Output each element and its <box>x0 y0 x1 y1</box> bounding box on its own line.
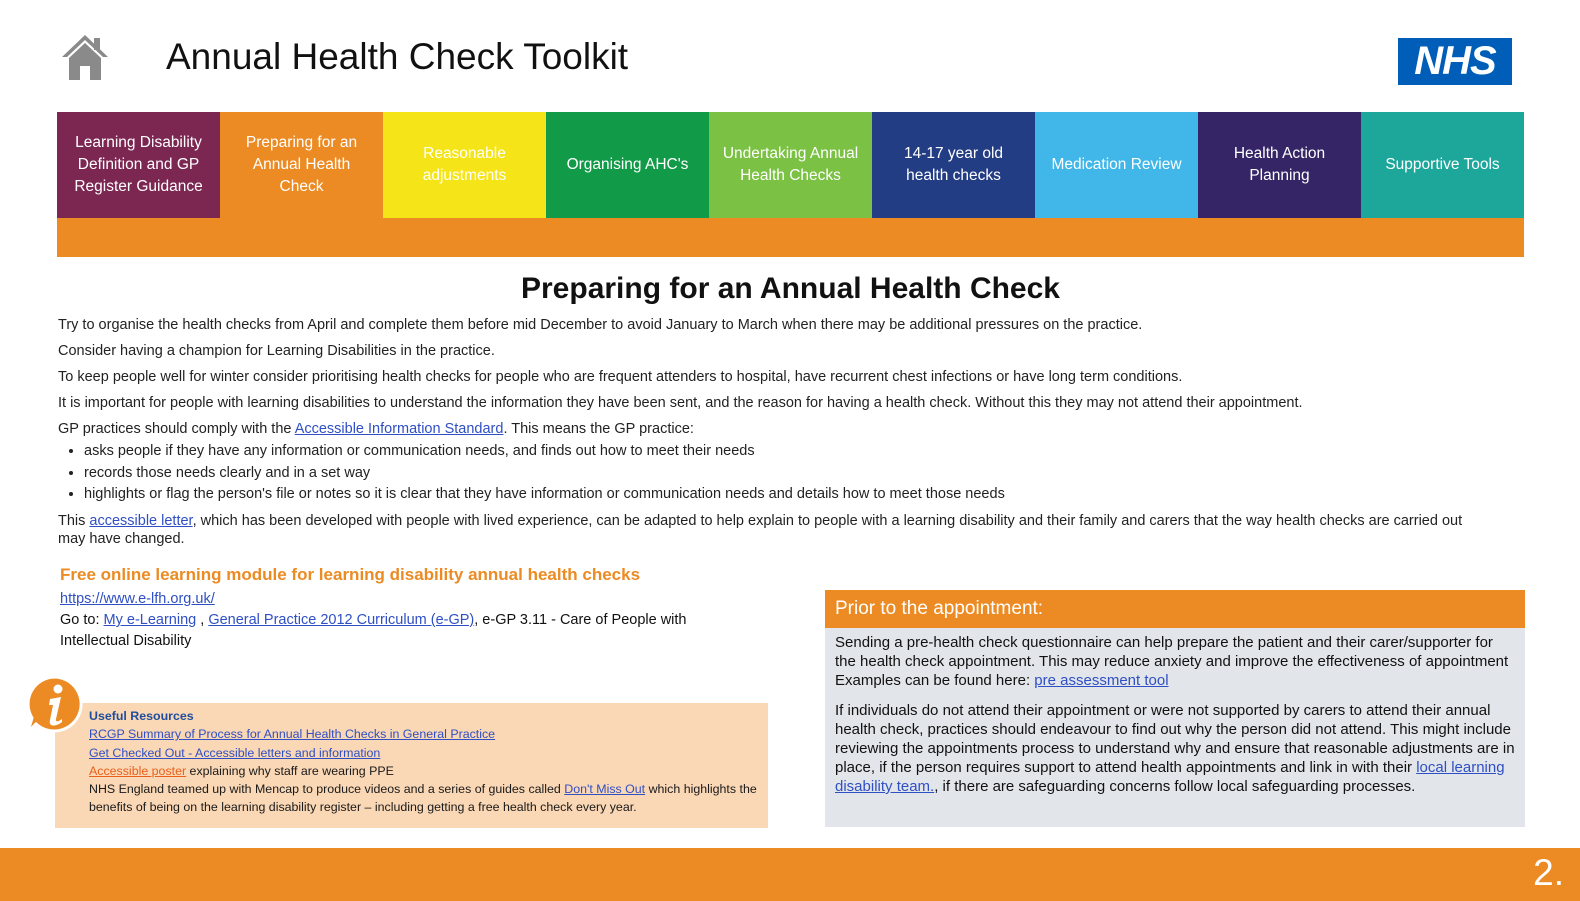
info-icon <box>24 674 86 734</box>
nav-tab-preparing[interactable]: Preparing for an Annual Health Check <box>220 112 383 218</box>
dont-miss-out-link[interactable]: Don't Miss Out <box>564 782 646 797</box>
prior-panel-heading: Prior to the appointment: <box>825 590 1525 628</box>
learning-module-path: Go to: My e-Learning , General Practice 2012 Curriculum (e-GP), e-GP 3.11 - Care of People with Intellectual Disability <box>60 612 687 649</box>
learning-module-heading: Free online learning module for learning disability annual health checks <box>60 565 641 584</box>
list-item: • records those needs clearly and in a set way <box>84 463 1488 485</box>
accessible-poster-link[interactable]: Accessible poster <box>89 763 187 778</box>
page-title: Preparing for an Annual Health Check <box>521 272 1060 305</box>
list-item: • highlights or flag the person's file or notes so it is clear that they have information or communication needs and details how to meet those needs <box>84 484 1488 506</box>
intro-paragraph: It is important for people with learning disabilities to understand the information they have been sent, and the reason for having a health check. Without this they may not attend their appointment. <box>58 395 1303 411</box>
rcgp-summary-link[interactable]: RCGP Summary of Process for Annual Health Checks in General Practice <box>89 727 496 742</box>
nav-tab-organising[interactable]: Organising AHC's <box>546 112 709 218</box>
app-title: Annual Health Check Toolkit <box>166 36 629 77</box>
elfh-link[interactable]: https://www.e-lfh.org.uk/ <box>60 591 215 607</box>
intro-paragraph: This accessible letter, which has been developed with people with lived experience, can be adapted to help explain to people with a learning disability and their family and carers that the way health checks are carried out may have changed. <box>58 512 1463 547</box>
prior-paragraph: Sending a pre-health check questionnaire can help prepare the patient and their carer/supporter for the health check appointment. This may reduce anxiety and improve the effectiveness of appointment Examples can be found here: pre assessment tool <box>835 634 1509 689</box>
nav-tab-undertaking[interactable]: Undertaking Annual Health Checks <box>709 112 872 218</box>
intro-paragraph: GP practices should comply with the Accessible Information Standard. This means the GP practice: <box>58 421 694 437</box>
nhs-logo-text: NHS <box>1414 39 1496 83</box>
page-number: 2. <box>1533 852 1564 893</box>
accessible-letter-link[interactable]: accessible letter <box>89 512 193 529</box>
section-nav <box>57 112 1524 218</box>
learning-module <box>60 565 720 652</box>
get-checked-out-link[interactable]: Get Checked Out - Accessible letters and information <box>89 745 381 760</box>
intro-paragraph: Consider having a champion for Learning Disabilities in the practice. <box>58 343 495 359</box>
gp-curriculum-link[interactable]: General Practice 2012 Curriculum (e-GP) <box>208 612 475 628</box>
nav-tab-14-17[interactable]: 14-17 year old health checks <box>872 112 1035 218</box>
intro-paragraph: Try to organise the health checks from April and complete them before mid December to avoid January to March when there may be additional pressures on the practice. <box>58 317 1143 333</box>
useful-resources-box: Useful Resources RCGP Summary of Process for Annual Health Checks in General Practice Get Checked Out - Accessible letters and information Accessible poster explaining why staff are wearing PPE NHS England teamed up with Mencap to produce videos and a series of guides called Don't Miss Out which highlights the benefits of being on the learning disability register – including getting a free health check every year. <box>55 703 768 828</box>
gp-practice-list <box>58 441 1488 506</box>
prior-paragraph: If individuals do not attend their appointment or were not supported by carers to attend their annual health check, practices should endeavour to find out why the person did not attend. This might include reviewing the appointments process to understand why and ensure that reasonable adjustments are in place, if the person requires support to attend health appointments and link in with their local learning disability team., if there are safeguarding concerns follow local safeguarding processes. <box>835 702 1515 795</box>
nav-tab-reasonable-adjustments[interactable]: Reasonable adjustments <box>383 112 546 218</box>
active-section-strip <box>57 218 1524 257</box>
useful-resources-heading: Useful Resources <box>89 709 194 723</box>
list-item: • asks people if they have any information or communication needs, and finds out how to meet their needs <box>84 441 1488 463</box>
prior-to-appointment-panel <box>825 590 1525 827</box>
pre-assessment-tool-link[interactable]: pre assessment tool <box>1034 672 1169 689</box>
footer-bar <box>0 848 1580 901</box>
intro-paragraph: To keep people well for winter consider prioritising health checks for people who are frequent attenders to hospital, have recurrent chest infections or have long term conditions. <box>58 369 1183 385</box>
nhs-logo <box>1398 38 1512 85</box>
nav-tab-supportive-tools[interactable]: Supportive Tools <box>1361 112 1524 218</box>
local-ld-team-link[interactable]: local learning disability team. <box>835 759 1505 795</box>
accessible-information-standard-link[interactable]: Accessible Information Standard <box>294 421 504 437</box>
nav-tab-learning-disability[interactable]: Learning Disability Definition and GP Register Guidance <box>57 112 220 218</box>
home-icon[interactable] <box>60 32 110 82</box>
my-elearning-link[interactable]: My e-Learning <box>103 612 197 628</box>
intro-content <box>58 316 1488 556</box>
nav-tab-medication-review[interactable]: Medication Review <box>1035 112 1198 218</box>
nav-tab-health-action-planning[interactable]: Health Action Planning <box>1198 112 1361 218</box>
